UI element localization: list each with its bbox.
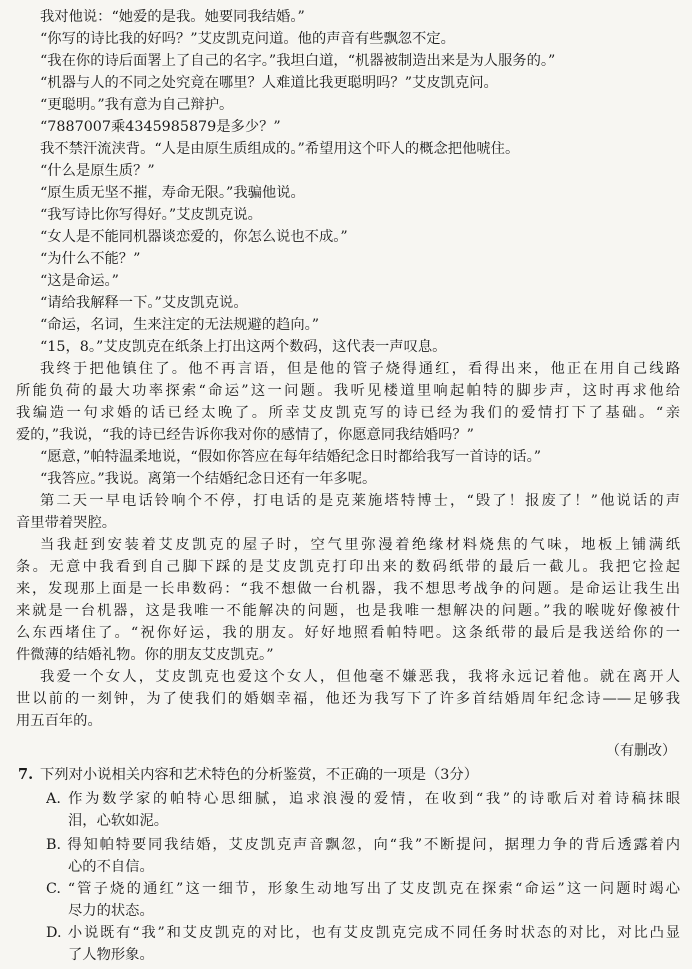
passage-line: “什么是原生质？” — [40, 163, 155, 179]
option-text-line2: 心的不自信。 — [68, 859, 154, 875]
passage-line: “我写诗比你写得好。”艾皮凯克说。 — [40, 207, 262, 223]
option-text-line2: 了人物形象。 — [68, 947, 154, 963]
passage-line: 我对他说：“她爱的是我。她要同我结婚。” — [40, 9, 305, 25]
passage-line: “机器与人的不同之处究竟在哪里？人难道比我更聪明吗？”艾皮凯克问。 — [40, 75, 498, 91]
passage-line: 我不禁汗流浃背。“人是由原生质组成的。”希望用这个吓人的概念把他唬住。 — [40, 141, 520, 157]
passage-line: 当我赶到安装着艾皮凯克的屋子时，空气里弥漫着绝缘材料烧焦的气味，地板上铺满纸 — [40, 537, 680, 553]
passage-line: 来，发现那上面是一长串数码：“我不想做一台机器，我不想思考战争的问题。是命运让我生出 — [16, 581, 680, 597]
passage-line: “更聪明。”我有意为自己辩护。 — [40, 97, 234, 113]
option-text-line1: C. “管子烧的通红”这一细节，形象生动地写出了艾皮凯克在探索“命运”这一问题时竭心 — [46, 881, 680, 897]
passage-line: 条。无意中我看到自己脚下踩的是艾皮凯克打印出来的数码纸带的最后一截儿。我把它捡起 — [16, 559, 680, 575]
option-text-line2: 泪，心软如泥。 — [68, 813, 169, 829]
passage-line: “你写的诗比我的好吗？”艾皮凯克问道。他的声音有些飘忽不定。 — [40, 31, 455, 47]
option-text-line1: B. 得知帕特要同我结婚，艾皮凯克声音飘忽，向“我”不断提问，据理力争的背后透露着内 — [46, 837, 680, 853]
passage-line: 我终于把他镇住了。他不再言语，但是他的管子烧得通红，看得出来，他正在用自己线路 — [40, 361, 680, 377]
passage-line: 用五百年的。 — [16, 713, 102, 729]
passage-line: “我在你的诗后面署上了自己的名字。”我坦白道，“机器被制造出来是为人服务的。” — [40, 53, 556, 69]
passage-line: 爱的，”我说，“我的诗已经告诉你我对你的感情了，你愿意同我结婚吗？” — [16, 427, 474, 443]
passage-line: “愿意，”帕特温柔地说，“假如你答应在每年结婚纪念日时都给我写一首诗的话。” — [40, 449, 542, 465]
passage-line: 来就是一台机器，这是我唯一不能解决的问题，也是我唯一想解决的问题。”我的喉咙好像被什 — [16, 603, 680, 619]
passage-line: 所能负荷的最大功率探索“命运”这一问题。我听见楼道里响起帕特的脚步声，这时再求他给 — [16, 383, 680, 399]
passage-line: 么东西堵住了。“祝你好运，我的朋友。好好地照看帕特吧。这条纸带的最后是我送给你的一 — [16, 625, 680, 641]
passage-line: “原生质无坚不摧，寿命无限。”我骗他说。 — [40, 185, 305, 201]
question-number: 7. — [18, 766, 34, 783]
passage-line: “请给我解释一下。”艾皮凯克说。 — [40, 295, 248, 311]
passage-line: 世以前的一刻钟，为了使我们的婚姻幸福，他还为我写下了许多首结婚周年纪念诗——足够我 — [16, 691, 680, 707]
passage-line: “这是命运。” — [40, 273, 119, 289]
question-stem: 下列对小说相关内容和艺术特色的分析鉴赏，不正确的一项是（3分） — [40, 767, 478, 783]
passage-line: “为什么不能？” — [40, 251, 141, 267]
passage-line: “7887007乘4345985879是多少？” — [40, 119, 281, 135]
passage-line: 我爱一个女人，艾皮凯克也爱这个女人，但他毫不嫌恶我，我将永远记着他。就在离开人 — [40, 669, 680, 685]
option-text-line2: 尽力的状态。 — [68, 903, 154, 919]
option-text-line1: A. 作为数学家的帕特心思细腻，追求浪漫的爱情，在收到“我”的诗歌后对着诗稿抹眼 — [46, 791, 680, 807]
passage-line: “命运，名词，生来注定的无法规避的趋向。” — [40, 317, 320, 333]
passage-line: 音里带着哭腔。 — [16, 515, 117, 531]
passage-line: “我答应。”我说。离第一个结婚纪念日还有一年多呢。 — [40, 471, 377, 487]
abridged-note: （有删改） — [606, 743, 676, 759]
passage-line: “女人是不能同机器谈恋爱的，你怎么说也不成。” — [40, 229, 348, 245]
option-text-line1: D. 小说既有“我”和艾皮凯克的对比，也有艾皮凯克完成不同任务时状态的对比，对比凸显 — [46, 925, 680, 941]
passage-line: 我编造一句求婚的话已经太晚了。所幸艾皮凯克写的诗已经为我们的爱情打下了基础。“亲 — [16, 405, 680, 421]
passage-line: “15，8。”艾皮凯克在纸条上打出这两个数码，这代表一声叹息。 — [40, 339, 447, 355]
passage-line: 件微薄的结婚礼物。你的朋友艾皮凯克。” — [16, 647, 274, 663]
passage-line: 第二天一早电话铃响个不停，打电话的是克莱施塔特博士，“毁了！报废了！”他说话的声 — [40, 493, 680, 509]
